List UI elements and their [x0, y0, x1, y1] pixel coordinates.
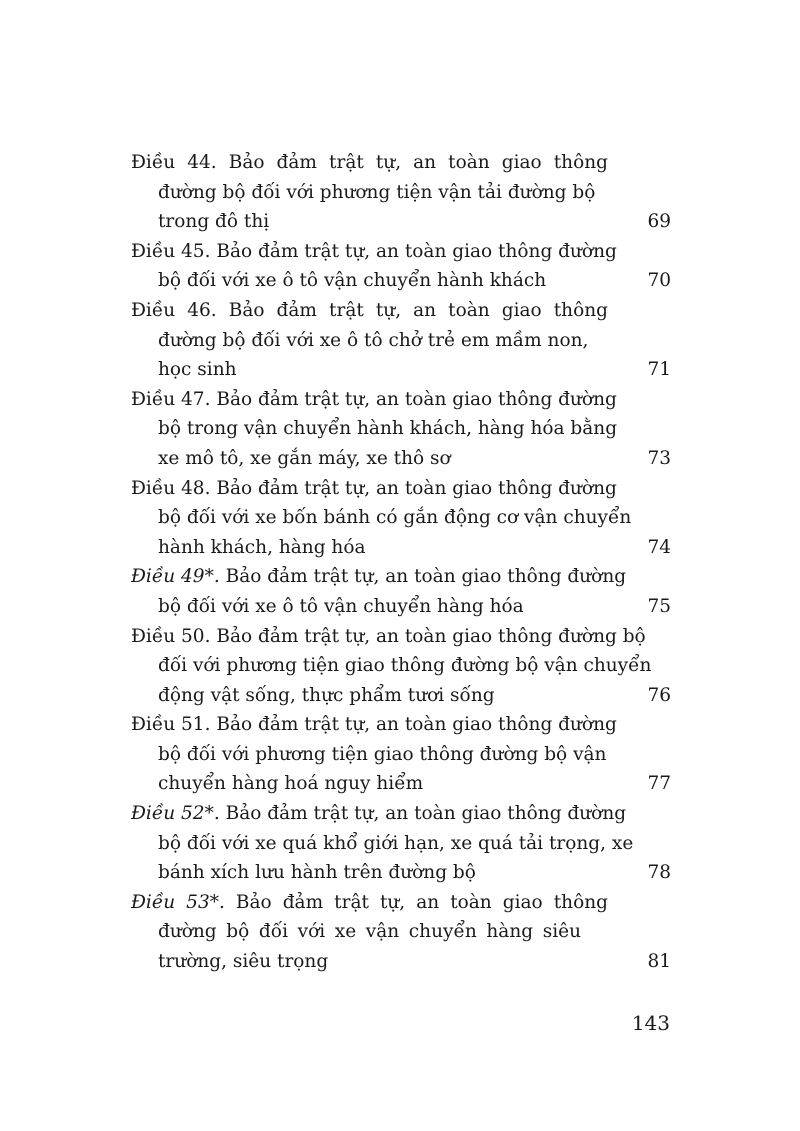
- article-title-text: Bảo đảm trật tự, an toàn giao thông đường: [225, 566, 627, 588]
- toc-entry-line: [131, 681, 671, 711]
- article-title-text: Bảo đảm trật tự, an toàn giao thông đường: [216, 477, 617, 499]
- article-title-text: bộ đối với xe ô tô vận chuyển hàng hóa: [158, 595, 524, 617]
- toc-entry-line: [131, 710, 671, 740]
- toc-entry-line: [131, 829, 671, 859]
- toc-page-number: 76: [647, 684, 671, 706]
- article-title-text: bánh xích lưu hành trên đường bộ: [158, 862, 476, 884]
- toc-entry-line: [131, 444, 671, 474]
- article-title-text: chuyển hàng hoá nguy hiểm: [158, 773, 424, 795]
- toc-page-number: 75: [647, 595, 671, 617]
- toc-entry[interactable]: [131, 237, 671, 296]
- toc-page-number: 77: [647, 773, 671, 795]
- toc-entry[interactable]: [131, 148, 671, 237]
- toc-entry-line: [131, 414, 671, 444]
- article-title-text: xe mô tô, xe gắn máy, xe thô sơ: [158, 447, 451, 469]
- article-title-text: học sinh: [158, 359, 237, 381]
- toc-entry-line: [131, 474, 671, 504]
- toc-entry-line: [131, 917, 671, 947]
- article-title-text: đường bộ đối với xe vận chuyển hàng siêu: [158, 921, 581, 943]
- toc-entry-line: [131, 888, 671, 918]
- article-number: Điều 48.: [131, 477, 211, 499]
- toc-page-number: 73: [647, 447, 671, 469]
- article-title-text: đường bộ đối với xe ô tô chở trẻ em mầm non,: [158, 329, 589, 351]
- toc-entry[interactable]: [131, 888, 671, 977]
- article-number: Điều 47.: [131, 388, 211, 410]
- article-title-text: Bảo đảm trật tự, an toàn giao thông đường: [225, 803, 627, 825]
- toc-entry-line: [131, 148, 671, 178]
- toc-entry-line: [131, 355, 671, 385]
- table-of-contents: [131, 148, 671, 977]
- article-title-text: bộ trong vận chuyển hành khách, hàng hóa bằng: [158, 418, 618, 440]
- toc-entry-line: [131, 622, 671, 652]
- toc-page-number: 70: [647, 270, 671, 292]
- article-title-text: trường, siêu trọng: [158, 951, 329, 973]
- toc-entry[interactable]: [131, 710, 671, 799]
- toc-entry-line: [131, 385, 671, 415]
- article-title-text: Bảo đảm trật tự, an toàn giao thông đường bộ: [216, 625, 646, 647]
- toc-page-number: 71: [647, 359, 671, 381]
- article-number: Điều 50.: [131, 625, 211, 647]
- article-title-text: bộ đối với xe quá khổ giới hạn, xe quá tải trọng, xe: [158, 832, 634, 854]
- toc-entry-line: [131, 503, 671, 533]
- article-title-text: bộ đối với xe ô tô vận chuyển hành khách: [158, 270, 547, 292]
- article-title-text: động vật sống, thực phẩm tươi sống: [158, 684, 495, 706]
- article-number: Điều 46.: [131, 299, 217, 321]
- toc-page-number: 78: [647, 862, 671, 884]
- toc-entry-line: [131, 266, 671, 296]
- toc-entry-line: [131, 296, 671, 326]
- article-title-text: bộ đối với phương tiện giao thông đường bộ vận: [158, 743, 607, 765]
- toc-entry[interactable]: [131, 385, 671, 474]
- toc-entry-line: [131, 207, 671, 237]
- toc-entry[interactable]: [131, 799, 671, 888]
- article-title-text: đường bộ đối với phương tiện vận tải đường bộ: [158, 181, 596, 203]
- article-number: Điều 45.: [131, 240, 211, 262]
- toc-page-number: 74: [647, 536, 671, 558]
- toc-entry[interactable]: [131, 474, 671, 563]
- toc-entry-line: [131, 858, 671, 888]
- toc-entry-line: [131, 651, 671, 681]
- toc-entry-line: [131, 533, 671, 563]
- article-number: Điều 44.: [131, 152, 217, 173]
- article-title-text: trong đô thị: [158, 211, 270, 233]
- article-title-text: Bảo đảm trật tự, an toàn giao thông đường: [216, 388, 617, 410]
- article-title-text: Bảo đảm trật tự, an toàn giao thông: [228, 152, 608, 173]
- toc-entry-line: [131, 740, 671, 770]
- toc-entry-line: [131, 326, 671, 356]
- article-title-text: Bảo đảm trật tự, an toàn giao thông: [228, 299, 608, 321]
- toc-entry-line: [131, 592, 671, 622]
- page-number: 143: [631, 1011, 670, 1035]
- article-number: Điều 49*.: [131, 566, 220, 588]
- toc-entry[interactable]: [131, 562, 671, 621]
- article-title-text: Bảo đảm trật tự, an toàn giao thông: [235, 891, 608, 913]
- toc-entry-line: [131, 237, 671, 267]
- toc-entry-line: [131, 562, 671, 592]
- toc-page-number: 69: [647, 211, 671, 233]
- toc-entry[interactable]: [131, 622, 671, 711]
- article-title-text: đối với phương tiện giao thông đường bộ vận chuyển: [158, 655, 652, 677]
- toc-entry-line: [131, 178, 671, 208]
- toc-page-number: 81: [647, 951, 671, 973]
- article-title-text: Bảo đảm trật tự, an toàn giao thông đường: [216, 240, 617, 262]
- article-number: Điều 52*.: [131, 803, 220, 825]
- article-title-text: Bảo đảm trật tự, an toàn giao thông đường: [216, 714, 617, 736]
- toc-entry-line: [131, 799, 671, 829]
- article-title-text: hành khách, hàng hóa: [158, 536, 366, 558]
- toc-entry-line: [131, 947, 671, 977]
- toc-entry[interactable]: [131, 296, 671, 385]
- article-title-text: bộ đối với xe bốn bánh có gắn động cơ vận chuyển: [158, 507, 632, 529]
- toc-entry-line: [131, 769, 671, 799]
- article-number: Điều 51.: [131, 714, 211, 736]
- article-number: Điều 53*.: [131, 891, 225, 913]
